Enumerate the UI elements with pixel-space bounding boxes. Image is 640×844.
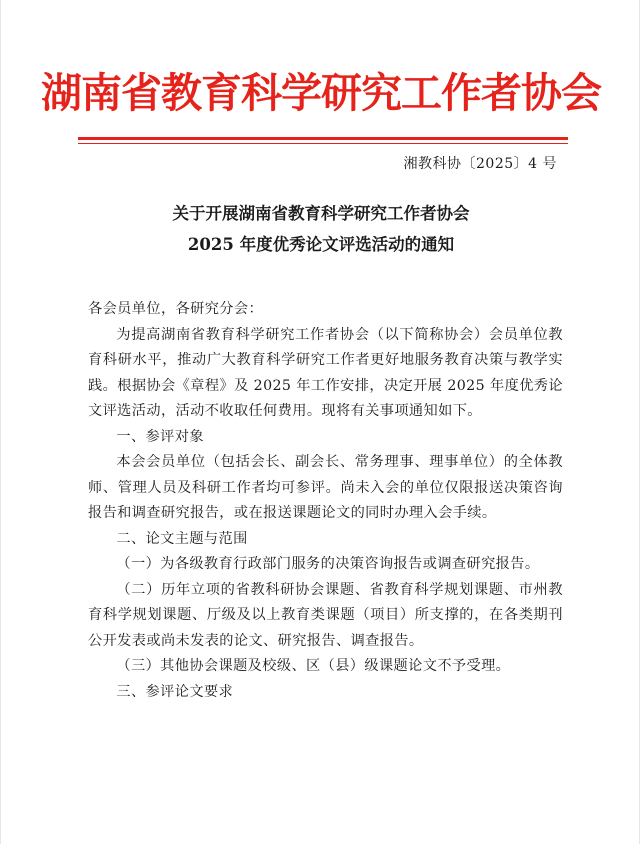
section1-heading: 一、参评对象 [116, 428, 204, 445]
section2-item2: （二）历年立项的省教科研协会课题、省教育科学规划课题、市州教育科学规划课题、厅级及以上教育类课题（项目）所支撑的，在各类期刊公开发表或尚未发表的论文、研究报告、调查报告。 [88, 581, 563, 649]
document-title-line1: 关于开展湖南省教育科学研究工作者协会 [172, 204, 470, 223]
document-body [88, 297, 563, 705]
section1-paragraph: 本会会员单位（包括会长、副会长、常务理事、理事单位）的全体教师、管理人员及科研工作者均可参评。尚未入会的单位仅限报送决策咨询报告和调查研究报告，或在报送课题论文的同时办理入会手续。 [88, 454, 563, 521]
document-title-line2: 2025 年度优秀论文评选活动的通知 [187, 235, 455, 254]
header-rule-thin [78, 143, 568, 144]
intro-paragraph: 为提高湖南省教育科学研究工作者协会（以下简称协会）会员单位教育科研水平，推动广大教育科学研究工作者更好地服务教育决策与教学实践。根据协会《章程》及 2025 年工作安排，决定开展 2025 年度优秀论文评选活动，活动不收取任何费用。现将有关事项通知如下。 [88, 326, 563, 419]
section3-heading: 三、参评论文要求 [116, 683, 234, 700]
section2-item3: （三）其他协会课题及校级、区（县）级课题论文不予受理。 [116, 658, 511, 674]
document-number: 湘教科协〔2025〕4 号 [403, 156, 557, 172]
header-rule-thick [78, 137, 568, 140]
salutation: 各会员单位，各研究分会： [88, 301, 264, 317]
section2-heading: 二、论文主题与范围 [116, 530, 248, 547]
organization-header: 湖南省教育科学研究工作者协会 [41, 69, 601, 117]
section2-item1: （一）为各级教育行政部门服务的决策咨询报告或调查研究报告。 [116, 556, 540, 572]
document-content [1, 0, 640, 844]
